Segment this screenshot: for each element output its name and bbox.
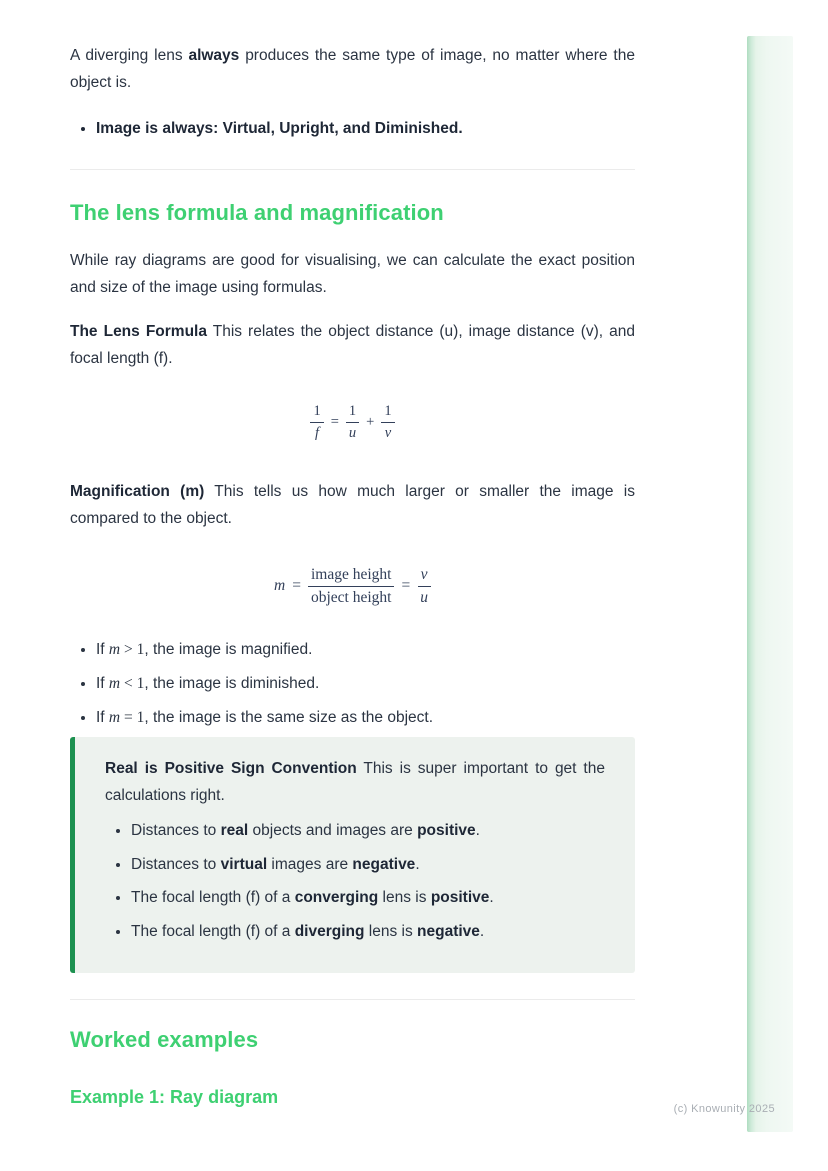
list-item: • The focal length (f) of a diverging lens is negative. [131,918,605,945]
list-item: • Image is always: Virtual, Upright, and Diminished. [96,115,635,142]
fraction-denominator: u [420,588,428,606]
intro-bullet-list [70,115,635,142]
fraction-numerator: image height [308,566,395,587]
fraction-denominator: u [348,424,357,441]
fraction-one-over-u [346,403,359,441]
fraction-denominator: f [315,424,320,441]
divider [70,169,635,170]
section-title-lens-formula: The lens formula and magnification [70,200,444,225]
paragraph-visualising: While ray diagrams are good for visualising, we can calculate the exact position and size of the image using formulas. [70,252,635,296]
fraction-numerator: 1 [381,403,394,423]
sign-convention-callout [70,737,635,973]
list-item: • Distances to virtual images are negative. [131,851,605,878]
magnification-bullet-list [70,636,635,731]
equals-sign: = [330,413,339,430]
callout-intro: Real is Positive Sign Convention This is super important to get the calculations right. [105,760,605,804]
paragraph-magnification-intro: Magnification (m) This tells us how much larger or smaller the image is compared to the object. [70,483,635,527]
fraction-heights [308,566,395,607]
lens-formula-equation [70,401,635,443]
section-title-worked-examples: Worked examples [70,1027,259,1052]
equals-sign: = [292,577,301,595]
intro-paragraph: A diverging lens always produces the same type of image, no matter where the object is. [70,47,635,91]
fraction-v-over-u [417,566,431,607]
callout-bullet-list [105,817,605,945]
equals-sign: = [401,577,411,595]
fraction-numerator: 1 [310,403,323,423]
subsection-title-example-1: Example 1: Ray diagram [70,1087,279,1107]
list-item: • If m > 1, the image is magnified. [96,636,635,663]
fraction-denominator: v [384,424,392,441]
fraction-numerator: 1 [346,403,359,423]
paragraph-lens-formula-intro: The Lens Formula This relates the object distance (u), image distance (v), and focal length (f). [70,323,635,367]
fraction-denominator: object height [310,588,392,606]
variable-m: m [274,577,286,595]
divider [70,999,635,1000]
document-content [70,0,635,1108]
copyright-notice: (c) Knowunity 2025 [673,1103,775,1115]
list-item: • If m < 1, the image is diminished. [96,670,635,697]
page-edge-ribbon [747,36,793,1132]
fraction-numerator: v [418,566,431,587]
fraction-one-over-v [381,403,394,441]
list-item: • The focal length (f) of a converging lens is positive. [131,884,605,911]
magnification-equation [70,562,635,610]
plus-sign: + [366,413,375,430]
list-item: • If m = 1, the image is the same size as the object. [96,704,635,731]
list-item: • Distances to real objects and images are positive. [131,817,605,844]
fraction-one-over-f [310,403,323,441]
